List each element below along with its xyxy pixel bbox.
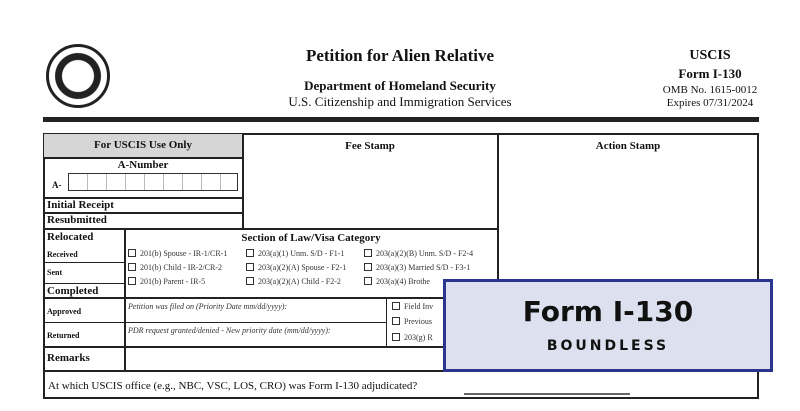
a-number-input[interactable] <box>68 173 238 191</box>
field-inv-checkbox[interactable]: Field Inv <box>392 302 433 311</box>
resubmitted-label: Resubmitted <box>47 214 107 226</box>
agency: U.S. Citizenship and Immigration Services <box>288 94 512 109</box>
visa-checkbox[interactable]: 203(a)(2)(A) Spouse - F2-1 <box>246 263 364 272</box>
header-divider <box>43 117 759 122</box>
expiration: Expires 07/31/2024 <box>666 97 754 109</box>
omb-number: OMB No. 1615-0012 <box>662 84 758 96</box>
a-number-label: A-Number <box>117 159 169 171</box>
visa-category-grid <box>128 249 496 286</box>
office-question: At which USCIS office (e.g., NBC, VSC, LOS, CRO) was Form I-130 adjudicated? <box>48 380 418 392</box>
returned-label: Returned <box>47 331 80 340</box>
office-answer-line[interactable] <box>464 393 630 395</box>
visa-checkbox[interactable]: 203(a)(3) Married S/D - F3-1 <box>364 263 496 272</box>
visa-checkbox[interactable]: 203(a)(2)(B) Unm. S/D - F2-4 <box>364 249 496 258</box>
received-label: Received <box>47 250 78 259</box>
completed-label: Completed <box>47 285 99 297</box>
priority-date-field[interactable]: Petition was filed on (Priority Date mm/dd/yyyy): <box>128 302 288 311</box>
form-title: Petition for Alien Relative <box>305 46 495 65</box>
approved-label: Approved <box>47 307 82 316</box>
initial-receipt-label: Initial Receipt <box>47 199 114 211</box>
overlay-brand: BOUNDLESS <box>546 338 670 354</box>
uscis-only-label: For USCIS Use Only <box>94 139 192 151</box>
agency-short: USCIS <box>689 48 731 63</box>
visa-checkbox[interactable]: 201(b) Child - IR-2/CR-2 <box>128 263 246 272</box>
sent-label: Sent <box>47 268 63 277</box>
visa-checkbox[interactable]: 203(a)(1) Unm. S/D - F1-1 <box>246 249 364 258</box>
visa-checkbox[interactable]: 203(a)(2)(A) Child - F2-2 <box>246 277 364 286</box>
dhs-seal <box>46 44 110 108</box>
relocated-label: Relocated <box>47 231 94 243</box>
visa-checkbox[interactable]: 201(b) Spouse - IR-1/CR-1 <box>128 249 246 258</box>
department: Department of Homeland Security <box>304 78 496 93</box>
pdr-field[interactable]: PDR request granted/denied - New priority date (mm/dd/yyyy): <box>128 326 331 335</box>
action-stamp-label: Action Stamp <box>595 140 661 152</box>
remarks-label: Remarks <box>47 352 90 364</box>
a-prefix: A- <box>52 180 62 190</box>
overlay-title: Form I-130 <box>522 295 694 328</box>
section-law-title: Section of Law/Visa Category <box>241 232 381 244</box>
203g-checkbox[interactable]: 203(g) R <box>392 333 433 342</box>
form-number: Form I-130 <box>678 66 742 81</box>
previous-checkbox[interactable]: Previous <box>392 317 432 326</box>
fee-stamp-label: Fee Stamp <box>345 140 395 152</box>
visa-checkbox[interactable]: 201(b) Parent - IR-5 <box>128 277 246 286</box>
visa-checkbox[interactable]: 203(a)(4) Brothe <box>364 277 496 286</box>
